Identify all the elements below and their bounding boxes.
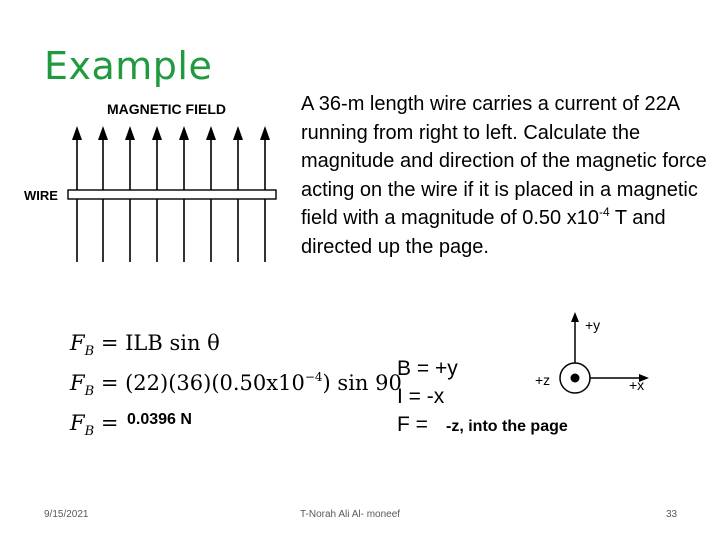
equation-symbol: F: [70, 331, 85, 355]
force-direction: -z, into the page: [446, 418, 568, 435]
force-answer: 0.0396 N: [127, 411, 192, 428]
equation-subscript: B: [84, 344, 95, 359]
magnetic-field-diagram: [20, 92, 290, 277]
x-axis-label: +x: [629, 377, 645, 393]
equation-symbol: F: [70, 411, 85, 435]
problem-exponent: -4: [598, 205, 610, 219]
y-axis-label: +y: [585, 317, 601, 333]
slide-title: Example: [44, 44, 213, 88]
problem-text: A 36-m length wire carries a current of 22A running from right to left. Calculate the magnitude and direction of the magnetic force acting on the wire if it is placed in a magnetic field with a magnitude of 0.50 x10: [301, 93, 707, 229]
problem-text-end: T and directed up the page.: [301, 207, 666, 258]
problem-statement: [301, 90, 716, 261]
equation-rhs: = (22)(36)(0.50x10: [100, 371, 305, 395]
page-number: 33: [666, 509, 678, 520]
vector-f: F =: [397, 413, 428, 436]
footer-author: T-Norah Ali Al- moneef: [300, 509, 401, 520]
equation-rhs: =: [100, 411, 119, 435]
equation-line-1: [70, 331, 220, 359]
y-arrow-head: [571, 312, 579, 322]
equation-subscript: B: [84, 384, 95, 399]
equation-symbol: F: [70, 371, 85, 395]
coordinate-axes: [525, 300, 665, 430]
wire-label: WIRE: [24, 188, 58, 203]
equation-subscript: B: [84, 424, 95, 439]
equation-rhs: = ILB sin θ: [100, 331, 220, 355]
vector-i: I = -x: [397, 385, 445, 408]
footer-date: 9/15/2021: [44, 509, 89, 520]
equation-rhs-end: ) sin 90: [322, 371, 402, 395]
wire: [68, 190, 276, 199]
equation-line-2: [70, 371, 402, 399]
equation-exponent: −4: [304, 370, 323, 384]
vector-b: B = +y: [397, 357, 458, 380]
arrow-heads: [72, 126, 270, 140]
z-axis-dot: [571, 374, 580, 383]
field-label: MAGNETIC FIELD: [107, 101, 226, 117]
z-axis-label: +z: [535, 372, 551, 388]
equation-line-3: [70, 411, 118, 439]
